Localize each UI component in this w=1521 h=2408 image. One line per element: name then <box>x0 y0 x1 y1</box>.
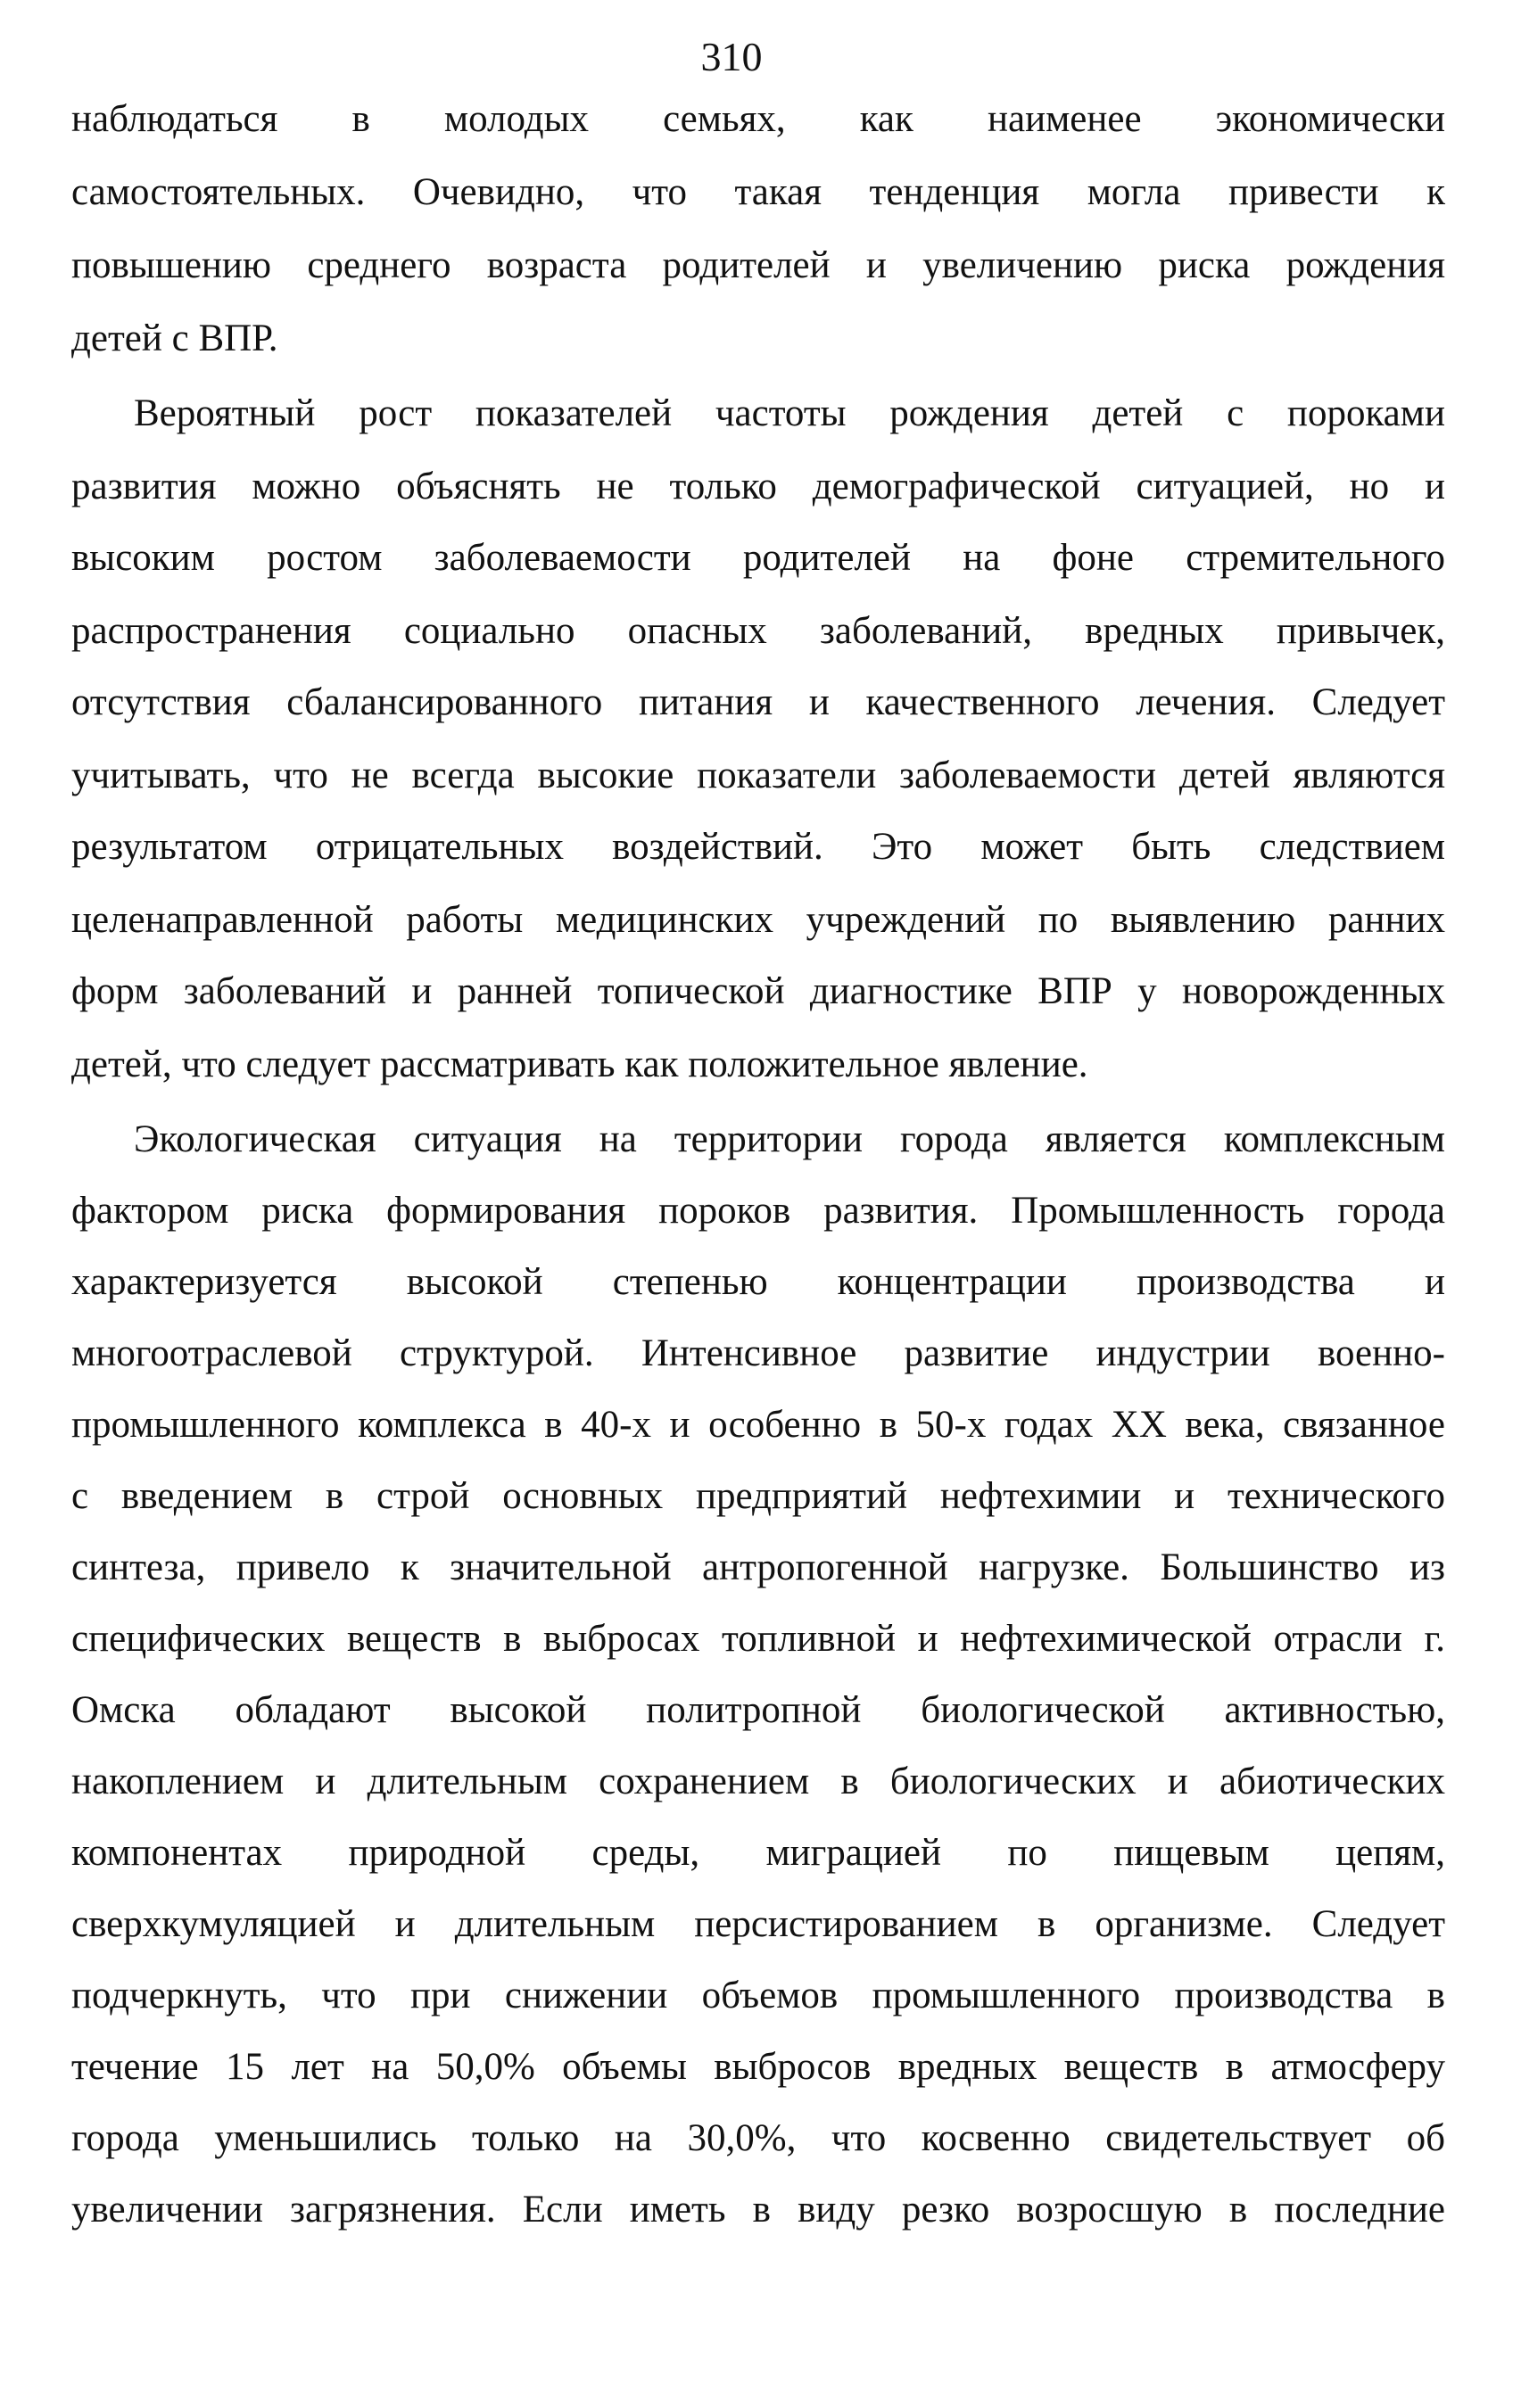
text-line: с введением в строй основных предприятий нефтехимии и технического <box>71 1475 1445 1517</box>
text-line: фактором риска формирования пороков развития. Промышленность города <box>71 1190 1445 1232</box>
text-line: повышению среднего возраста родителей и увеличению риска рождения <box>71 244 1445 286</box>
text-line: развития можно объяснять не только демографической ситуацией, но и <box>71 466 1445 507</box>
text-line: характеризуется высокой степенью концентрации производства и <box>71 1261 1445 1303</box>
text-line: Вероятный рост показателей частоты рождения детей с пороками <box>134 392 1445 434</box>
text-line: самостоятельных. Очевидно, что такая тенденция могла привести к <box>71 171 1445 213</box>
page-number: 310 <box>700 34 763 79</box>
text-line: промышленного комплекса в 40-х и особенно в 50-х годах XX века, связанное <box>71 1404 1445 1446</box>
text-line: детей с ВПР. <box>71 317 278 359</box>
text-line: специфических веществ в выбросах топливной и нефтехимической отрасли г. <box>71 1618 1445 1660</box>
text-line: наблюдаться в молодых семьях, как наименее экономически <box>71 98 1445 140</box>
text-line: целенаправленной работы медицинских учреждений по выявлению ранних <box>71 899 1445 941</box>
text-line: отсутствия сбалансированного питания и качественного лечения. Следует <box>71 681 1445 723</box>
text-line: Омска обладают высокой политропной биологической активностью, <box>71 1689 1445 1731</box>
text-line: сверхкумуляцией и длительным персистированием в организме. Следует <box>71 1903 1445 1945</box>
text-line: накоплением и длительным сохранением в биологических и абиотических <box>71 1761 1445 1802</box>
text-line: течение 15 лет на 50,0% объемы выбросов вредных веществ в атмосферу <box>71 2046 1445 2088</box>
text-line: многоотраслевой структурой. Интенсивное развитие индустрии военно- <box>71 1332 1445 1374</box>
text-line: детей, что следует рассматривать как положительное явление. <box>71 1043 1088 1085</box>
text-line: города уменьшились только на 30,0%, что косвенно свидетельствует об <box>71 2117 1445 2159</box>
text-line: распространения социально опасных заболеваний, вредных привычек, <box>71 610 1445 652</box>
text-line: высоким ростом заболеваемости родителей на фоне стремительного <box>71 537 1445 579</box>
text-line: результатом отрицательных воздействий. Это может быть следствием <box>71 826 1445 868</box>
text-line: подчеркнуть, что при снижении объемов промышленного производства в <box>71 1975 1445 2016</box>
text-line: увеличении загрязнения. Если иметь в виду резко возросшую в последние <box>71 2189 1445 2231</box>
text-line: учитывать, что не всегда высокие показатели заболеваемости детей являются <box>71 755 1445 796</box>
text-line: синтеза, привело к значительной антропогенной нагрузке. Большинство из <box>71 1546 1445 1588</box>
text-line: компонентах природной среды, миграцией по пищевым цепям, <box>71 1832 1445 1874</box>
text-line: форм заболеваний и ранней топической диагностике ВПР у новорожденных <box>71 970 1445 1012</box>
text-line: Экологическая ситуация на территории города является комплексным <box>134 1118 1445 1160</box>
